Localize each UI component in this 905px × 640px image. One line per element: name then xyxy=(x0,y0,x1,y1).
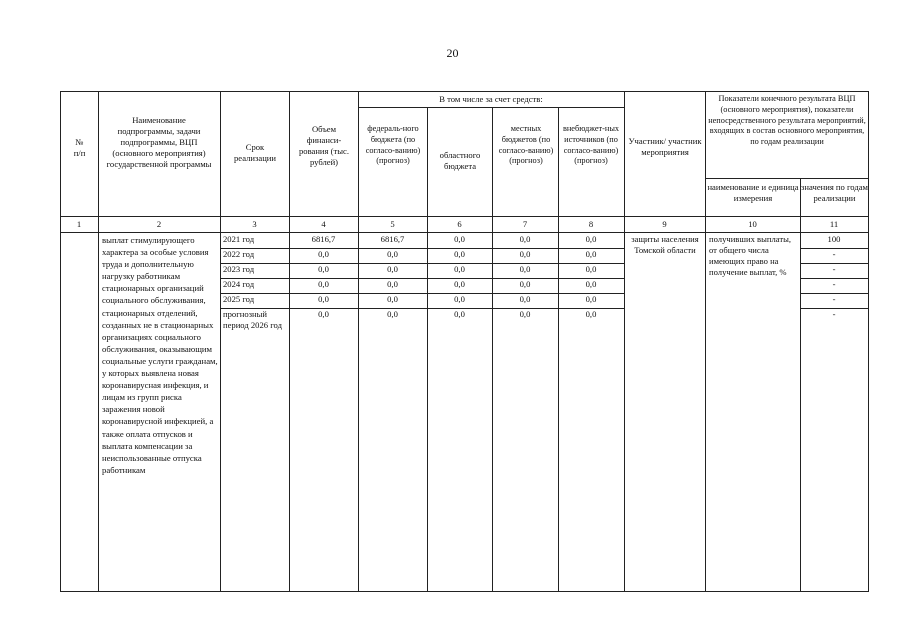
row-indicator-value: - xyxy=(832,294,836,304)
row-local: 0,0 xyxy=(519,294,531,304)
row-federal: 0,0 xyxy=(387,264,398,274)
financing-table xyxy=(60,91,869,592)
col-line-3 xyxy=(289,91,290,592)
row-total: 0,0 xyxy=(318,249,329,259)
header-term: Срок реализации xyxy=(234,142,276,163)
row-federal: 6816,7 xyxy=(380,234,405,244)
row-indicator-value: - xyxy=(832,309,836,319)
col-line-9 xyxy=(705,91,706,592)
row-extrabudget: 0,0 xyxy=(585,309,597,319)
row-indicator-value: - xyxy=(832,249,836,259)
funding-group-line xyxy=(358,107,624,108)
header-local: местных бюджетов (по согласо-ванию) (прогноз) xyxy=(498,124,554,166)
header-extrabudget: внебюджет-ных источников (по согласо-ванию) (прогноз) xyxy=(562,124,620,166)
col-line-0 xyxy=(60,91,61,592)
indicator-text: получивших выплаты, от общего числа имеющих право на получение выплат, % xyxy=(709,234,791,277)
row-local: 0,0 xyxy=(519,249,531,259)
row-local: 0,0 xyxy=(519,309,531,319)
row-local: 0,0 xyxy=(519,279,531,289)
row-local: 0,0 xyxy=(519,264,531,274)
row-extrabudget: 0,0 xyxy=(585,279,597,289)
row-regional: 0,0 xyxy=(454,279,465,289)
header-regional: областного бюджета xyxy=(439,150,481,171)
header-bottom-line xyxy=(60,216,869,217)
row-total: 0,0 xyxy=(318,294,329,304)
indicator-group-line xyxy=(705,178,869,179)
row-extrabudget: 0,0 xyxy=(585,249,597,259)
col-line-7 xyxy=(558,107,559,592)
col-line-6 xyxy=(492,107,493,592)
table-border-bottom xyxy=(60,591,869,592)
row-federal: 0,0 xyxy=(387,249,398,259)
row-period: 2023 год xyxy=(223,264,255,274)
row-regional: 0,0 xyxy=(454,234,465,244)
header-participant: Участник/ участник мероприятия xyxy=(628,136,702,157)
row-extrabudget: 0,0 xyxy=(585,294,597,304)
colnum-1: 1 xyxy=(76,219,82,229)
table-border-right xyxy=(868,91,869,592)
participant-text: защиты населения Томской области xyxy=(631,234,699,255)
row-indicator-value: - xyxy=(832,264,836,274)
colnum-11: 11 xyxy=(829,219,839,229)
row-extrabudget: 0,0 xyxy=(585,234,597,244)
header-indicator-name: наименование и единица измерения xyxy=(707,182,799,203)
row-total: 0,0 xyxy=(318,309,329,319)
row-period: прогнозный период 2026 год xyxy=(223,309,282,330)
header-indicators-group: Показатели конечного результата ВЦП (основного мероприятия), показатели непосредственного результата мероприятий, входящих в состав основного мероприятия, по годам реализации xyxy=(708,94,866,147)
row-federal: 0,0 xyxy=(387,309,398,319)
row-period: 2022 год xyxy=(223,249,255,259)
colnum-6: 6 xyxy=(457,219,462,229)
row-regional: 0,0 xyxy=(454,264,465,274)
row-regional: 0,0 xyxy=(454,309,465,319)
row-period: 2025 год xyxy=(223,294,255,304)
header-volume: Объем финанси-рования (тыс. рублей) xyxy=(298,124,349,167)
colnum-9: 9 xyxy=(662,219,667,229)
col-line-2 xyxy=(220,91,221,592)
colnum-7: 7 xyxy=(522,219,528,229)
row-indicator-value: 100 xyxy=(827,234,841,244)
header-indicator-values: значения по годам реализации xyxy=(801,182,868,203)
row-total: 0,0 xyxy=(318,264,329,274)
header-num: № п/п xyxy=(73,137,86,158)
colnum-4: 4 xyxy=(321,219,326,229)
col-line-1 xyxy=(98,91,99,592)
col-line-5 xyxy=(427,107,428,592)
row-period: 2024 год xyxy=(223,279,255,289)
page-number: 20 xyxy=(446,46,459,60)
colnum-2: 2 xyxy=(156,219,162,229)
row-regional: 0,0 xyxy=(454,249,465,259)
row-local: 0,0 xyxy=(519,234,531,244)
colnum-8: 8 xyxy=(588,219,594,229)
header-funding-group: В том числе за счет средств: xyxy=(439,94,543,104)
row-extrabudget: 0,0 xyxy=(585,264,597,274)
colnum-bottom-line xyxy=(60,232,869,233)
row-indicator-value: - xyxy=(832,279,836,289)
row-regional: 0,0 xyxy=(454,294,465,304)
row-federal: 0,0 xyxy=(387,294,398,304)
table-border-top xyxy=(60,91,869,92)
colnum-10: 10 xyxy=(748,219,757,229)
row-period: 2021 год xyxy=(223,234,255,244)
col-line-8 xyxy=(624,91,625,592)
row-total: 6816,7 xyxy=(311,234,336,244)
measure-description: выплат стимулирующего характера за особые условия труда и дополнительную нагрузку работникам стационарных организаций социального обслуживания, стационарных отделений, созданных не в стационарных организациях социального обслуживания, оказывающим социальные услуги гражданам, у которых выявлена новая коронавирусная инфекция, и лицам из групп риска заражения новой коронавирусной инфекцией, а также оплата отпусков и выплата компенсации за неиспользованные отпуска работникам xyxy=(102,235,218,475)
header-name: Наименование подпрограммы, задачи подпрограммы, ВЦП (основного мероприятия) государственной программы xyxy=(106,115,212,169)
col-line-4 xyxy=(358,91,359,592)
colnum-3: 3 xyxy=(252,219,257,229)
row-total: 0,0 xyxy=(318,279,329,289)
colnum-5: 5 xyxy=(390,219,395,229)
row-federal: 0,0 xyxy=(387,279,398,289)
header-federal: федераль-ного бюджета (по согласо-ванию) (прогноз) xyxy=(365,124,421,166)
